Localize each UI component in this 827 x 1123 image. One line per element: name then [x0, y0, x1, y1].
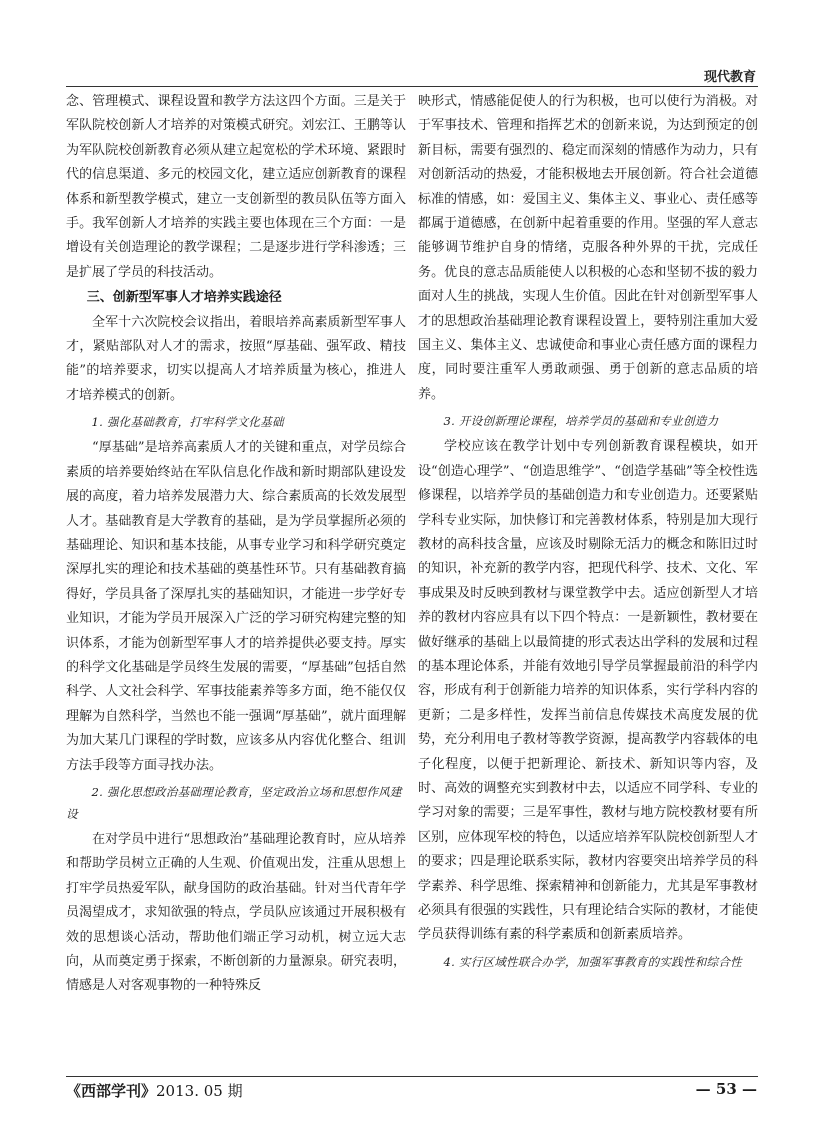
subsection-3-heading: 3. 开设创新理论课程，培养学员的基础和专业创造力 [443, 414, 719, 429]
footer-rule [66, 1076, 758, 1077]
subsection-4-heading: 4. 实行区域性联合办学，加强军事教育的实践性和综合性 [443, 954, 742, 969]
right-column [418, 90, 758, 976]
header-rule [66, 86, 758, 87]
page-number: — 53 — [695, 1080, 757, 1098]
left-column [66, 90, 406, 999]
running-header [66, 66, 758, 86]
journal-section-title: 现代教育 [703, 70, 756, 85]
journal-name: 《西部学刊》 [66, 1082, 157, 1100]
left-paragraph-1: 念、管理模式、课程设置和教学方法这四个方面。三是关于军队院校创新人才培养的对策模式研究。刘宏江、王鹏等认为军队院校创新教育必须从建立起宽松的学术环境、紧跟时代的信息渠道、多元的校园文化，建立适应创新教育的课程体系和新型教学模式，建立一支创新型的教员队伍等方面入手。我军创新人才培养的实践主要也体现在三个方面：一是增设有关创造理论的教学课程；二是逐步进行学科渗透；三是扩展了学员的科技活动。 [66, 94, 406, 280]
left-paragraph-2: 全军十六次院校会议指出，着眼培养高素质新型军事人才，紧贴部队对人才的需求，按照“厚基础、强军政、精技能”的培养要求，切实以提高人才培养质量为核心，推进人才培养模式的创新。 [66, 314, 406, 403]
subsection-2-heading: 2. 强化思想政治基础理论教育，坚定政治立场和思想作风建设 [66, 784, 402, 821]
footer-journal [66, 1080, 243, 1101]
left-paragraph-4: 在对学员中进行“思想政治”基础理论教育时，应从培养和帮助学员树立正确的人生观、价值观出发，注重从思想上打牢学员热爱军队，献身国防的政治基础。针对当代青年学员渴望成才，求知欲强的特点，学员队应该通过开展积极有效的思想谈心活动，帮助他们端正学习动机，树立远大志向，从而奠定勇于探索，不断创新的力量源泉。研究表明，情感是人对客观事物的一种特殊反 [66, 831, 406, 994]
right-paragraph-1: 映形式，情感能促使人的行为积极，也可以使行为消极。对于军事技术、管理和指挥艺术的创新来说，为达到预定的创新目标，需要有强烈的、稳定而深刻的情感作为动力，只有对创新活动的热爱，才能积极地去开展创新。符合社会道德标准的情感，如：爱国主义、集体主义、事业心、责任感等都属于道德感，在创新中起着重要的作用。坚强的军人意志能够调节维护自身的情绪，克服各种外界的干扰，完成任务。优良的意志品质能使人以积极的心态和坚韧不拔的毅力面对人生的挑战，实现人生价值。因此在针对创新型军事人才的思想政治基础理论教育课程设置上，要特别注重加大爱国主义、集体主义、忠诚使命和事业心责任感方面的课程力度，同时要注重军人勇敢顽强、勇于创新的意志品质的培养。 [418, 94, 758, 402]
left-paragraph-3: “厚基础”是培养高素质人才的关键和重点，对学员综合素质的培养要始终站在军队信息化作战和新时期部队建设发展的高度，着力培养发展潜力大、综合素质高的长效发展型人才。基础教育是大学教育的基础，是为学员掌握所必须的基础理论、知识和基本技能，从事专业学习和科学研究奠定深厚扎实的理论和技术基础的奠基性环节。只有基础教育搞得好，学员具备了深厚扎实的基础知识，才能进一步学好专业知识，才能为学员开展深入广泛的学习研究构建完整的知识体系，才能为创新型军事人才的培养提供必要支持。厚实的科学文化基础是学员终生发展的需要，“厚基础”包括自然科学、人文社会科学、军事技能素养等多方面，绝不能仅仅理解为自然科学，当然也不能一强调“厚基础”，就片面理解为加大某几门课程的学时数，应该多从内容优化整合、组训方法手段等方面寻找办法。 [66, 440, 406, 773]
journal-issue: 2013. 05 期 [156, 1082, 243, 1100]
subsection-1-heading: 1. 强化基础教育，打牢科学文化基础 [91, 415, 284, 430]
right-paragraph-2: 学校应该在教学计划中专列创新教育课程模块，如开设“创造心理学”、“创造思维学”、“创造学基础”等全校性选修课程，以培养学员的基础创造力和专业创造力。还要紧贴学科专业实际，加快修订和完善教材体系，特别是加大现行教材的高科技含量，应该及时剔除无活力的概念和陈旧过时的知识，补充新的教学内容，把现代科学、技术、文化、军事成果及时反映到教材与课堂教学中去。适应创新型人才培养的教材内容应具有以下四个特点：一是新颖性，教材要在做好继承的基础上以最简捷的形式表达出学科的发展和过程的基本理论体系，并能有效地引导学员掌握最前沿的科学内容，形成有利于创新能力培养的知识体系，实行学科内容的更新；二是多样性，发挥当前信息传媒技术高度发展的优势，充分利用电子教材等教学资源，提高教学内容载体的电子化程度，以便于把新理论、新技术、新知识等内容，及时、高效的调整充实到教材中去，以适应不同学科、专业的学习对象的需要；三是军事性，教材与地方院校教材要有所区别，应体现军校的特色，以适应培养军队院校创新型人才的要求；四是理论联系实际，教材内容要突出培养学员的科学素养、科学思维、探索精神和创新能力，尤其是军事教材必须具有很强的实践性，只有理论结合实际的教材，才能使学员获得训练有素的科学素质和创新素质培养。 [418, 439, 758, 943]
section-3-heading: 三、创新型军事人才培养实践途径 [86, 290, 282, 306]
